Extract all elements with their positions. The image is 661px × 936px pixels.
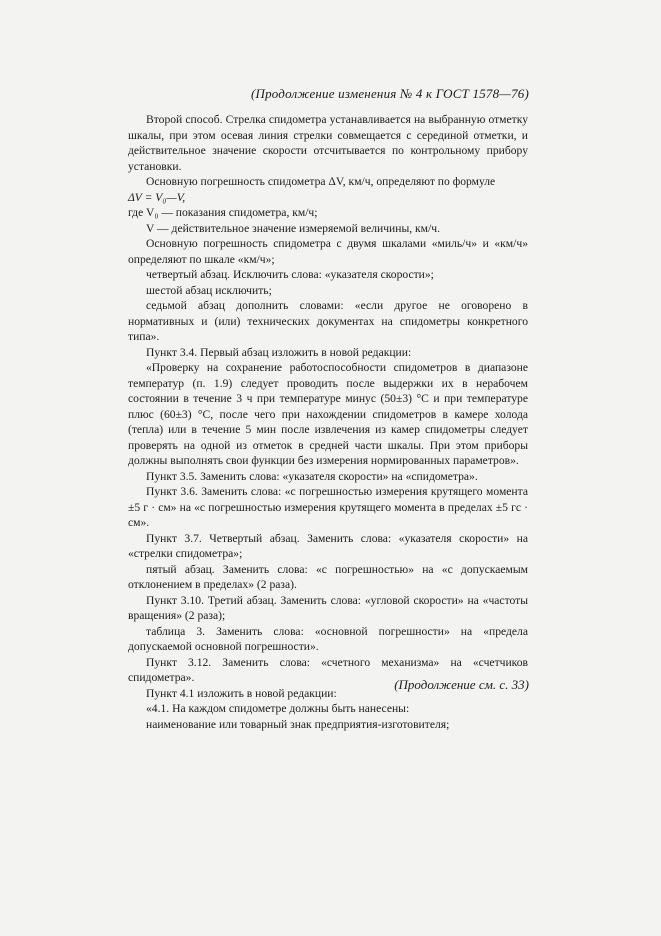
paragraph-fifth: пятый абзац. Заменить слова: «с погрешностью» на «с допускаемым отклонением в пределах» (2 раза). xyxy=(128,562,528,591)
page-footer: (Продолжение см. с. 33) xyxy=(394,677,529,692)
paragraph-quote-check: «Проверку на сохранение работоспособности спидометров в диапазоне температур (п. 1.9) следует проводить после выдержки их в нерабочем состоянии в течение 3 ч при температуре минус (50±3) °С и при температуре плюс (60±3) °С, после чего при нахождении спидометров в камере холода (тепла) или в течение 5 мин после извлечения из камер спидометры следует проверять на одной из отметок в средней части шкалы. При этом приборы должны выполнять свои функции без измерения нормированных параметров». xyxy=(128,361,528,467)
paragraph-item-3-12: Пункт 3.12. Заменить слова: «счетного механизма» на «счетчиков спидометра». xyxy=(128,655,528,684)
paragraph-item-3-10: Пункт 3.10. Третий абзац. Заменить слова: «угловой скорости» на «частоты вращения» (2 раза); xyxy=(128,593,528,622)
where-v0: V₀ — показания спидометра, км/ч; xyxy=(146,206,318,219)
paragraph-fourth: четвертый абзац. Исключить слова: «указателя скорости»; xyxy=(146,268,434,281)
where-block xyxy=(128,205,528,221)
paragraph-sixth: шестой абзац исключить; xyxy=(146,283,272,297)
page-body xyxy=(128,112,528,732)
paragraph-item-3-6: Пункт 3.6. Заменить слова: «с погрешностью измерения крутящего момента ±5 г · см» на «с погрешностью измерения крутящего момента в пределах ±5 гс · см». xyxy=(128,485,528,529)
paragraph-seventh: седьмой абзац дополнить словами: «если другое не оговорено в нормативных и (или) технических документах на спидометры конкретного типа». xyxy=(128,299,528,343)
page-header: (Продолжение изменения № 4 к ГОСТ 1578—76) xyxy=(250,86,529,101)
paragraph-method-two: Второй способ. Стрелка спидометра устанавливается на выбранную отметку шкалы, при этом осевая линия стрелки совмещается с серединой отметки, и действительное значение скорости отсчитывается по контрольному прибору установки. xyxy=(128,113,528,173)
where-label: где xyxy=(128,206,144,219)
paragraph-item-3-7: Пункт 3.7. Четвертый абзац. Заменить слова: «указателя скорости» на «стрелки спидометра»; xyxy=(128,531,528,560)
paragraph-item-3-5: Пункт 3.5. Заменить слова: «указателя скорости» на «спидометра». xyxy=(146,469,478,483)
where-v: V — действительное значение измеряемой величины, км/ч. xyxy=(146,221,440,235)
paragraph-manufacturer: наименование или товарный знак предприятия-изготовителя; xyxy=(146,717,450,731)
paragraph-basic-error: Основную погрешность спидометра ΔV, км/ч, определяют по формуле xyxy=(146,175,496,188)
formula-delta-v: ΔV = V₀—V, xyxy=(128,190,186,204)
paragraph-item-4-1: Пункт 4.1 изложить в новой редакции: xyxy=(146,686,337,700)
paragraph-table-3: таблица 3. Заменить слова: «основной погрешности» на «предела допускаемой основной погрешности». xyxy=(128,624,528,653)
paragraph-two-scales: Основную погрешность спидометра с двумя шкалами «миль/ч» и «км/ч» определяют по шкале «км/ч»; xyxy=(128,237,528,266)
paragraph-item-3-4: Пункт 3.4. Первый абзац изложить в новой редакции: xyxy=(146,345,412,359)
paragraph-quote-4-1: «4.1. На каждом спидометре должны быть нанесены: xyxy=(146,702,410,715)
